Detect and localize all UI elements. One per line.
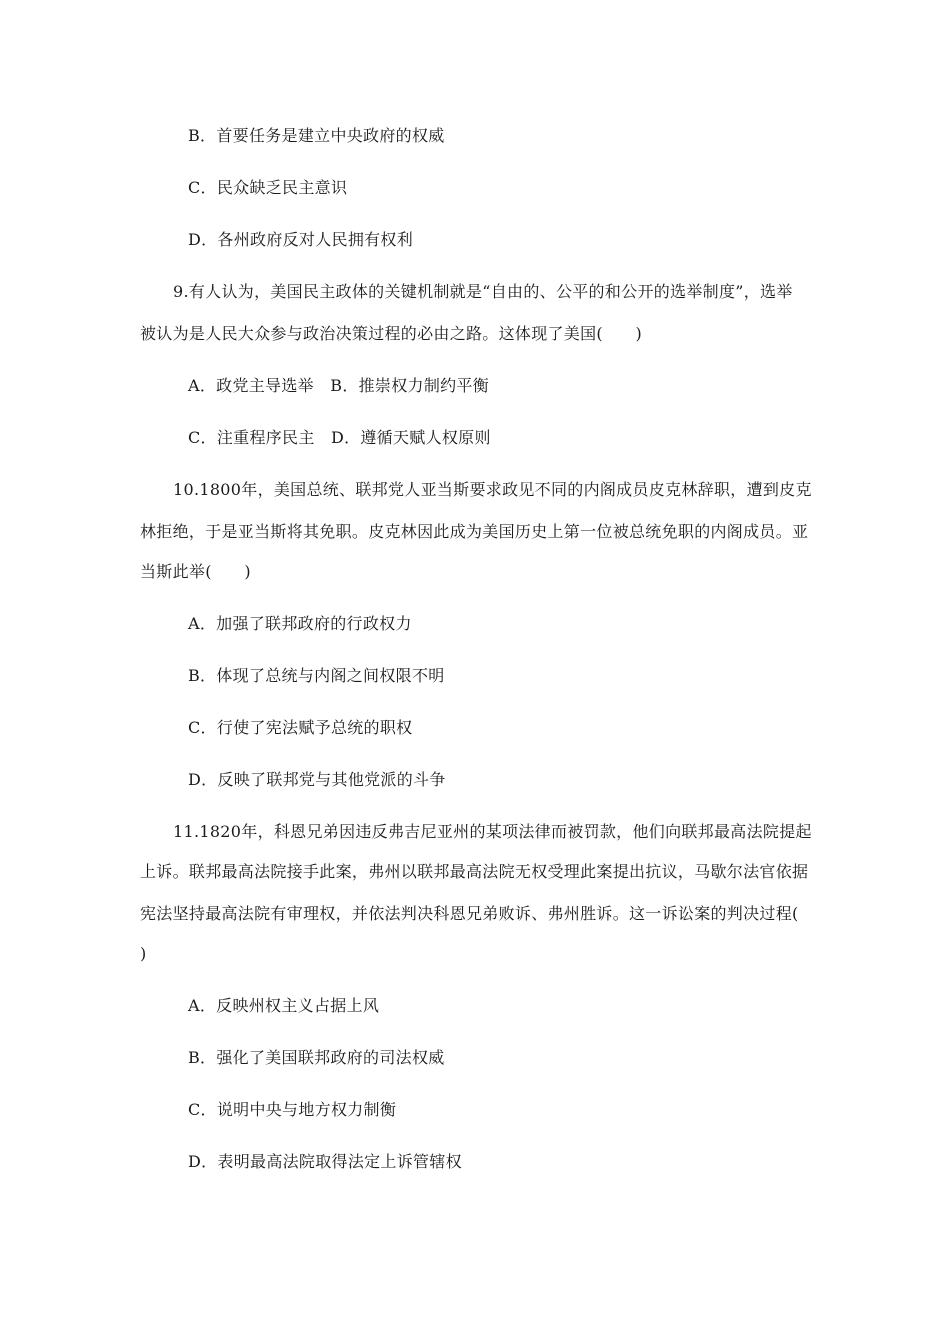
option-d: D．各州政府反对人民拥有权利 — [188, 230, 414, 249]
question-11-stem-line-4: ) — [140, 944, 147, 963]
question-11-stem-line-2: 上诉。联邦最高法院接手此案，弗州以联邦最高法院无权受理此案提出抗议，马歇尔法官依据 — [140, 862, 809, 881]
option-b: B．首要任务是建立中央政府的权威 — [188, 126, 445, 145]
question-9-stem-line-1: 9.有人认为，美国民主政体的关键机制就是“自由的、公平的和公开的选举制度”，选举 — [173, 282, 793, 301]
question-10-option-b: B．体现了总统与内阁之间权限不明 — [188, 666, 445, 685]
question-9-stem-line-2: 被认为是人民大众参与政治决策过程的必由之路。这体现了美国( ) — [140, 324, 643, 343]
question-9-options-cd: C．注重程序民主 D．遵循天赋人权原则 — [188, 428, 491, 447]
question-11-option-d: D．表明最高法院取得法定上诉管辖权 — [188, 1152, 462, 1171]
question-11-option-b: B．强化了美国联邦政府的司法权威 — [188, 1048, 445, 1067]
option-c: C．民众缺乏民主意识 — [188, 178, 348, 197]
question-11-stem-line-3: 宪法坚持最高法院有审理权，并依法判决科恩兄弟败诉、弗州胜诉。这一诉讼案的判决过程( — [140, 904, 799, 923]
question-10-stem-line-1: 10.1800年，美国总统、联邦党人亚当斯要求政见不同的内阁成员皮克林辞职，遭到皮克 — [173, 480, 812, 499]
question-10-option-a: A．加强了联邦政府的行政权力 — [188, 614, 412, 633]
question-11-option-c: C．说明中央与地方权力制衡 — [188, 1100, 397, 1119]
question-10-option-c: C．行使了宪法赋予总统的职权 — [188, 718, 413, 737]
question-10-option-d: D．反映了联邦党与其他党派的斗争 — [188, 770, 446, 789]
question-10-stem-line-3: 当斯此举( ) — [140, 562, 251, 581]
question-10-stem-line-2: 林拒绝，于是亚当斯将其免职。皮克林因此成为美国历史上第一位被总统免职的内阁成员。亚 — [140, 522, 809, 541]
question-11-option-a: A．反映州权主义占据上风 — [188, 996, 380, 1015]
question-9-options-ab: A．政党主导选举 B．推崇权力制约平衡 — [188, 376, 490, 395]
question-11-stem-line-1: 11.1820年，科恩兄弟因违反弗吉尼亚州的某项法律而被罚款，他们向联邦最高法院提起 — [173, 822, 812, 841]
